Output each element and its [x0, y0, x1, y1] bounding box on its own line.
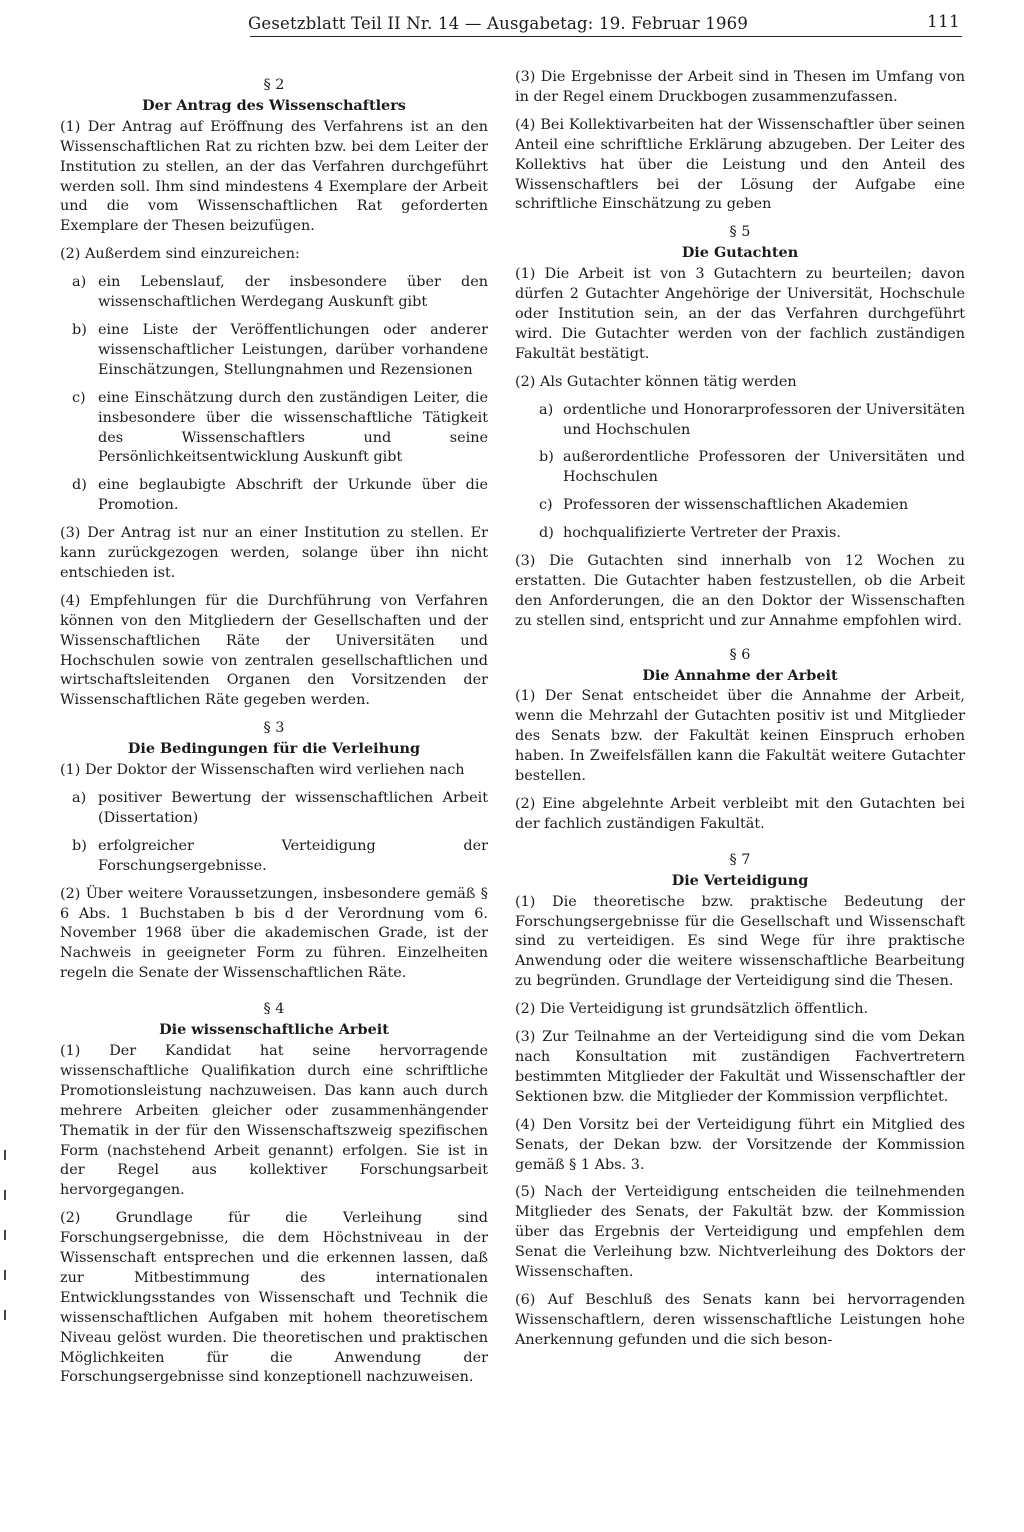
margin-marks — [0, 1150, 12, 1360]
paragraph: (1) Der Senat entscheidet über die Annahme der Arbeit, wenn die Mehrzahl der Gutachten positiv ist und Mitglieder des Senats bzw. der Fakultät keinen Einspruch erhoben haben. In Zweifelsfällen kann die Fakultät weitere Gutachter bestellen. — [515, 688, 965, 785]
paragraph: (2) Eine abgelehnte Arbeit verbleibt mit den Gutachten bei der fachlich zuständigen Fakultät. — [515, 796, 965, 832]
section-title: Der Antrag des Wissenschaftlers — [142, 96, 406, 114]
list-item — [60, 273, 488, 313]
list-item — [60, 837, 488, 877]
list-item-label: a) — [72, 274, 87, 291]
section-title: Die Verteidigung — [671, 871, 809, 889]
section-title: Die wissenschaftliche Arbeit — [159, 1021, 389, 1039]
list-item — [515, 448, 965, 488]
list-item-label: c) — [72, 389, 86, 406]
section-number: § 3 — [263, 720, 285, 737]
list-item-text: außerordentliche Professoren der Universitäten und Hochschulen — [563, 449, 965, 486]
paragraph: (3) Zur Teilnahme an der Verteidigung sind die vom Dekan nach Konsultation mit zuständigen Fachvertretern bestimmten Mitglieder der Fakultät und Wissenschaftler der Sektionen bzw. die Mitglieder der Kommission verpflichtet. — [515, 1029, 965, 1105]
paragraph: (3) Die Gutachten sind innerhalb von 12 Wochen zu erstatten. Die Gutachter haben festzustellen, ob die Arbeit den Anforderungen, die an den Doktor der Wissenschaften zu stellen sind, entspricht und zur Annahme empfohlen wird. — [515, 553, 965, 629]
list-item-label: d) — [539, 525, 554, 542]
list-item — [60, 476, 488, 516]
list-item-label: a) — [539, 401, 554, 418]
paragraph: (2) Über weitere Voraussetzungen, insbesondere gemäß § 6 Abs. 1 Buchstaben b bis d der Verordnung vom 6. November 1968 über die akademischen Grade, ist der Nachweis in geeigneter Form zu führen. Einzelheiten regeln die Senate der Wissenschaftlichen Räte. — [60, 885, 488, 982]
list-item-label: b) — [539, 449, 554, 466]
paragraph: (6) Auf Beschluß des Senats kann bei hervorragenden Wissenschaftlern, deren wissenschaftliche Leistungen hohe Anerkennung gefunden und die sich beson- — [515, 1291, 965, 1348]
list-item — [515, 496, 965, 516]
paragraph: (3) Die Ergebnisse der Arbeit sind in Thesen im Umfang von in der Regel einem Druckbogen zusammenzufassen. — [515, 69, 965, 105]
section-number: § 7 — [729, 851, 751, 868]
paragraph: (3) Der Antrag ist nur an einer Institution zu stellen. Er kann zurückgezogen werden, solange über ihn nicht entschieden ist. — [60, 525, 488, 581]
paragraph: (4) Bei Kollektivarbeiten hat der Wissenschaftler über seinen Anteil eine schriftliche Erklärung abzugeben. Der Leiter des Kollektivs hat über die Leistung und den Anteil des Wissenschaftlers bei der Lösung der Aufgabe eine schriftliche Einschätzung zu geben — [515, 116, 965, 213]
list-item — [60, 389, 488, 469]
paragraph: (1) Die Arbeit ist von 3 Gutachtern zu beurteilen; davon dürfen 2 Gutachter Angehörige der Universität, Hochschule oder Institution sein, an der das Verfahren durchgeführt wird. Die Gutachter werden von der fachlich zuständigen Fakultät bestätigt. — [515, 266, 965, 362]
list-item-text: eine beglaubigte Abschrift der Urkunde über die Promotion. — [98, 477, 488, 514]
list-item-text: erfolgreicher Verteidigung der Forschungsergebnisse. — [98, 837, 488, 874]
margin-mark — [4, 1230, 6, 1240]
margin-mark — [4, 1190, 6, 1200]
list-item-text: Professoren der wissenschaftlichen Akademien — [563, 497, 909, 514]
paragraph: (2) Grundlage für die Verleihung sind Forschungsergebnisse, die dem Höchstniveau in der Wissenschaft entsprechen und die erkennen lassen, daß zur Mitbestimmung des internationalen Entwicklungsstandes von Wissenschaft und Technik die wissenschaftlichen Aufgaben mit hohem theoretischem Niveau gelöst wurden. Die theoretischen und praktischen Möglichkeiten für die Anwendung der Forschungsergebnisse sind konzeptionell nachzuweisen. — [60, 1210, 488, 1386]
list-item-text: hochqualifizierte Vertreter der Praxis. — [563, 525, 841, 542]
section-number: § 6 — [729, 646, 751, 663]
paragraph: (1) Die theoretische bzw. praktische Bedeutung der Forschungsergebnisse für die Gesellschaft und Wissenschaft sind zu verteidigen. Es sind Wege für ihre praktische Anwendung oder die weitere wissenschaftliche Bearbeitung zu begründen. Grundlage der Verteidigung sind die Thesen. — [515, 893, 965, 990]
section-title: Die Gutachten — [681, 244, 799, 262]
list-item-label: a) — [72, 790, 87, 806]
paragraph: (1) Der Antrag auf Eröffnung des Verfahrens ist an den Wissenschaftlichen Rat zu richten bzw. bei dem Leiter der Institution zu stellen, an der das Verfahren durchgeführt werden soll. Ihm sind mindestens 4 Exemplare der Arbeit und die vom Wissenschaftlichen Rat geforderten Exemplare der Thesen beizufügen. — [60, 118, 488, 235]
list-item-text: eine Liste der Veröffentlichungen oder anderer wissenschaftlicher Leistungen, darüber vorhandene Einschätzungen, Stellungnahmen und Rezensionen — [98, 321, 488, 378]
section-number: § 5 — [729, 224, 751, 241]
margin-mark — [4, 1150, 6, 1160]
margin-mark — [4, 1270, 6, 1280]
list-item-label: b) — [72, 321, 87, 338]
page-header — [248, 6, 960, 40]
list-item-text: eine Einschätzung durch den zuständigen Leiter, die insbesondere über die wissenschaftliche Tätigkeit des Wissenschaftlers und seine Persönlichkeitsentwicklung Auskunft gibt — [98, 389, 488, 466]
list-item-label: c) — [539, 497, 553, 514]
list-item-text: ein Lebenslauf, der insbesondere über den wissenschaftlichen Werdegang Auskunft gibt — [98, 274, 488, 311]
list-item-label: b) — [72, 837, 87, 854]
left-column — [60, 68, 488, 1396]
list-item — [60, 789, 488, 829]
margin-mark — [4, 1310, 6, 1320]
paragraph: (2) Die Verteidigung ist grundsätzlich öffentlich. — [515, 1001, 869, 1018]
header-title: Gesetzblatt Teil II Nr. 14 — Ausgabetag: 19. Februar 1969 — [248, 14, 749, 33]
paragraph: (4) Den Vorsitz bei der Verteidigung führt ein Mitglied des Senats, der Dekan bzw. der Vorsitzende der Kommission gemäß § 1 Abs. 3. — [515, 1116, 965, 1173]
list-item-text: ordentliche und Honorarprofessoren der Universitäten und Hochschulen — [563, 401, 965, 438]
paragraph: (2) Außerdem sind einzureichen: — [60, 246, 300, 263]
section-title: Die Annahme der Arbeit — [642, 666, 838, 684]
paragraph: (5) Nach der Verteidigung entscheiden die teilnehmenden Mitglieder des Senats, der Fakultät bzw. der Kommission über das Ergebnis der Verteidigung und empfehlen dem Senat die Verleihung bzw. Nichtverleihung des Doktors der Wissenschaften. — [515, 1184, 965, 1281]
header-rule — [250, 36, 962, 37]
section-number: § 4 — [263, 1001, 285, 1018]
paragraph: (1) Der Doktor der Wissenschaften wird verliehen nach — [60, 762, 465, 779]
section-title: Die Bedingungen für die Verleihung — [127, 740, 421, 758]
paragraph: (1) Der Kandidat hat seine hervorragende wissenschaftliche Qualifikation durch eine schriftliche Promotionsleistung nachzuweisen. Das kann auch durch mehrere Arbeiten gleicher oder zusammenhängender Thematik in der für den Wissenschaftszweig spezifischen Form (nachstehend Arbeit genannt) erfolgen. Sie ist in der Regel aus kollektiver Forschungsarbeit hervorgegangen. — [60, 1042, 488, 1199]
list-item-text: positiver Bewertung der wissenschaftlichen Arbeit (Dissertation) — [98, 790, 488, 826]
list-item — [515, 401, 965, 441]
list-item — [60, 321, 488, 381]
list-item — [515, 524, 965, 544]
section-number: § 2 — [263, 77, 285, 93]
list-item-label: d) — [72, 477, 87, 494]
page-number: 111 — [926, 12, 960, 32]
paragraph: (2) Als Gutachter können tätig werden — [515, 373, 797, 390]
right-column — [515, 68, 965, 1359]
paragraph: (4) Empfehlungen für die Durchführung von Verfahren können von den Mitgliedern der Gesellschaften und der Wissenschaftlichen Räte der Universitäten und Hochschulen sowie von zentralen gesellschaftlichen und wirtschaftsleitenden Organen den Vorsitzenden der Wissenschaftlichen Räte gegeben werden. — [60, 592, 488, 709]
